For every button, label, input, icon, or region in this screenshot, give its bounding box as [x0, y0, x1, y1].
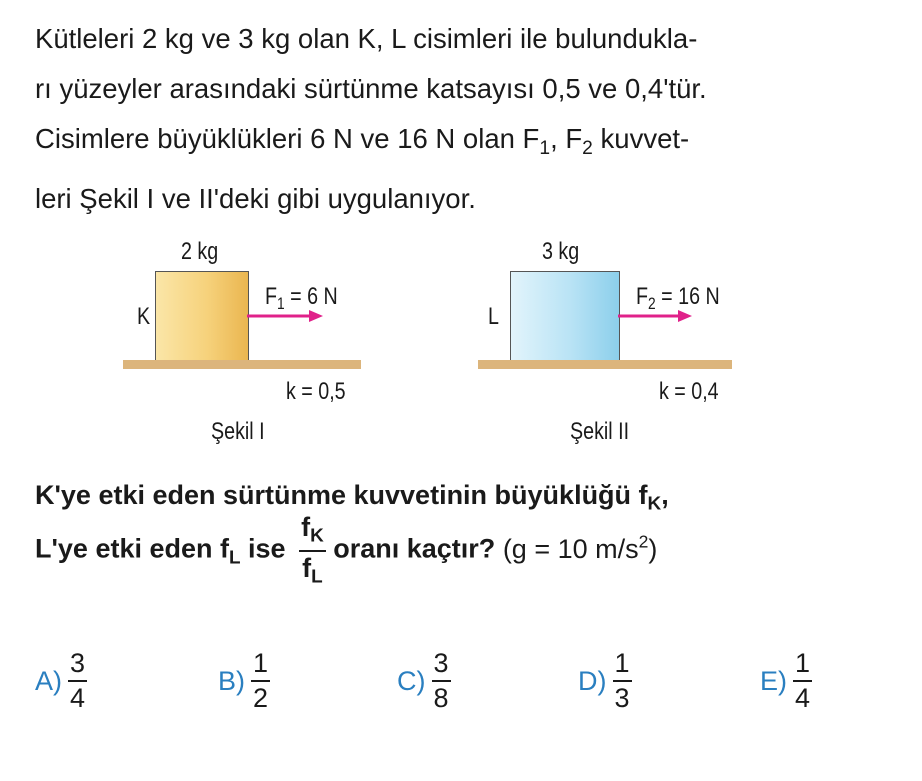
friction-label-2: k = 0,4	[659, 378, 719, 405]
question-line-1: K'ye etki eden sürtünme kuvvetinin büyüklüğü $f_K$,	[35, 480, 669, 515]
mass-label-k: 2 kg	[181, 238, 219, 265]
friction-label-1: k = 0,5	[286, 378, 346, 405]
ratio-fraction: $\frac{f_K}{f_L}$	[301, 512, 324, 588]
gravity-note: (g = 10 $m/s^2$)	[495, 531, 658, 564]
ground-1	[123, 360, 361, 369]
body-label-k: K	[137, 303, 151, 330]
caption-figure-1: Şekil I	[211, 418, 265, 445]
option-d[interactable]: D) $\frac{1}{3}$	[578, 648, 630, 713]
problem-line-2: rı yüzeyler arasındaki sürtünme katsayısı 0,5 ve 0,4'tür.	[35, 73, 707, 104]
force-label-f1: $F_1 = 6$ N	[265, 283, 338, 314]
block-l	[510, 271, 620, 361]
force-label-f2: $F_2 = 16$ N	[636, 283, 720, 314]
mass-label-l: 3 kg	[542, 238, 580, 265]
option-e[interactable]: E) $\frac{1}{4}$	[760, 648, 811, 713]
block-k	[155, 271, 249, 361]
option-a[interactable]: A) $\frac{3}{4}$	[35, 648, 86, 713]
problem-line-4: leri Şekil I ve II'deki gibi uygulanıyor.	[35, 182, 476, 214]
question-line-2: L'ye etki eden $f_L$ ise $\frac{f_K}{f_L}$ oranı kaçtır? (g = 10 $m/s^2$)	[35, 512, 658, 588]
problem-line-1: Kütleleri 2 kg ve 3 kg olan K, L cisimleri ile bulundukla-	[35, 23, 698, 54]
problem-line-3: Cisimlere büyüklükleri 6 N ve 16 N olan $F_1$, $F_2$ kuvvet-	[35, 123, 690, 159]
ground-2	[478, 360, 732, 369]
option-c[interactable]: C) $\frac{3}{8}$	[397, 648, 449, 713]
body-label-l: L	[488, 303, 499, 330]
option-b[interactable]: B) $\frac{1}{2}$	[218, 648, 269, 713]
problem-statement	[35, 14, 895, 224]
caption-figure-2: Şekil II	[570, 418, 630, 445]
